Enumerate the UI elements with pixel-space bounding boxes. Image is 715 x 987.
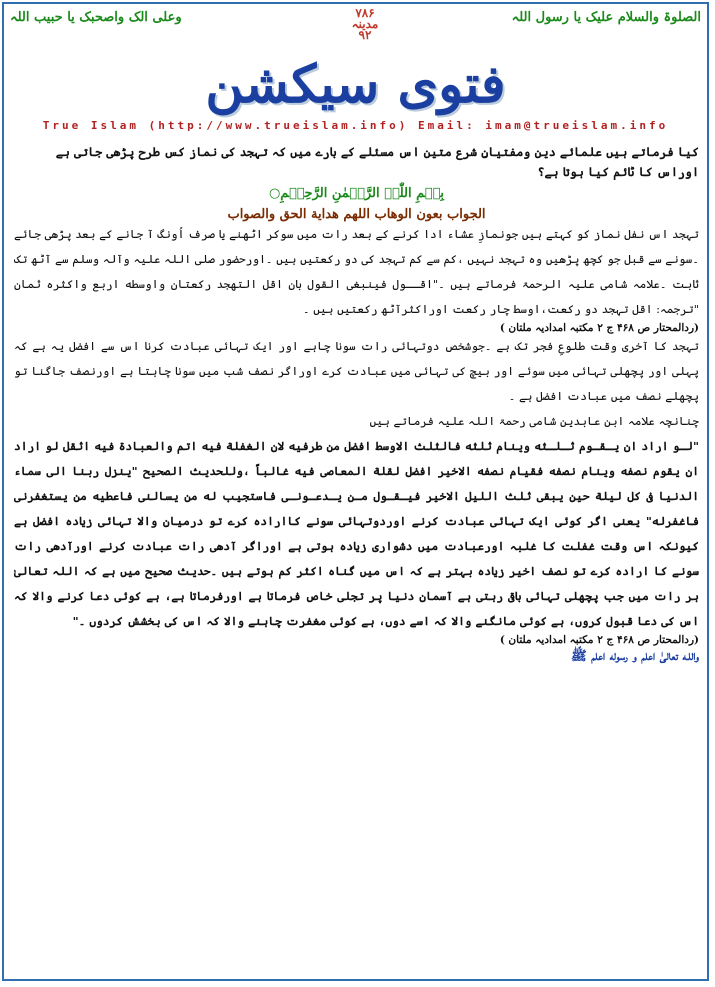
paragraph-3: "لـو اراد ان یـقـوم ثـلـثه وینام ثلثه فالثلث الاوسط افضل من طرفیه لان الغفلة فیه اتم والعبادة فیه اثقل لو اراد ان یقوم نصفه وینام نصفه فقیام نصفه الاخیر افضل لقلة المعاصی فیه غالباً ،وللحدیث الصحیح "ینزل ربنا الی سماء الدنیا فی کل لیلة حین یبقی ثلث اللیل الاخیر فیـقـول مـن یـدعـونـی فاستجیب له من یسالنی فاعطیه من یستغفرنی فاغفرله" یعنی اگر کوئی ایک تہائی عبادت کرنے اوردوتہائی سونے کاارادہ کرے تو درمیان والا تہائی زیادہ افضل ہے کیونکہ اس وقت غفلت کا غلبہ اورعبادت میں دشواری زیادہ ہوتی ہے اوراگر آدھی رات عبادت کرنے اورآدھی رات سونے کا ارادہ کرے تو نصف اخیر زیادہ بہتر ہے کہ اس میں گناہ اکثر کم ہوتے ہیں ۔حدیث صحیح میں ہے کہ اللہ تعالیٰ ہر رات میں جب پچھلی تہائی باقی رہتی ہے آسمان دنیا پر تجلی خاص فرماتا ہے اورفرماتا ہے، ہے کوئی دعا کرنے والا کہ اس کی دعا قبول کروں، ہے کوئی مانگنے والا کہ اسے دوں، ہے کوئی مغفرت چاہنے والا کہ اس کی بخشش کردوں ۔" bbox=[14, 439, 699, 628]
bismillah: بِسۡمِ اللّٰہِ الرَّحۡمٰنِ الرَّحِیۡمِ○ bbox=[268, 186, 445, 201]
page-frame bbox=[2, 2, 709, 981]
paragraph-3-intro: چنانچہ علامہ ابن عابدین شامی رحمۃ اللہ علیہ فرماتے ہیں bbox=[369, 414, 699, 428]
closing-line: واللـه تعالیٰ اعلم و رسوله اعلم ﷺ bbox=[571, 649, 699, 664]
header-salutation-left: وعلی الک واصحبک یا حبیب اللہ bbox=[10, 10, 182, 25]
header-center-line2: مدینہ bbox=[351, 17, 379, 31]
page-title: فتوی سیکشن bbox=[205, 54, 506, 115]
header-center-line1: ۷۸۶ bbox=[355, 6, 375, 20]
header bbox=[10, 6, 701, 42]
reference-2: (ردالمحتار ص ۴۶۸ ج ۲ مکتبہ امدادیہ ملتان ) bbox=[499, 634, 699, 646]
header-center-line3: ۹۲ bbox=[358, 28, 372, 42]
paragraph-2: تہجد کا آخری وقت طلوعِ فجر تک ہے ۔جوشخص دوتہائی رات سونا چاہے اور ایک تہائی عبادت کرنا اس سے افضل یہ ہے کہ پہلی اور پچھلی تہائی میں سوئے اور بیچ کی تہائی میں عبادت کرے اوراگر نصف شب میں سونا چاہتا ہے اورنصف جاگنا تو پچھلے نصف میں عبادت افضل ہے ۔ bbox=[14, 339, 699, 403]
reference-1: (ردالمحتار ص ۴۶۸ ج ۲ مکتبہ امدادیہ ملتان ) bbox=[499, 322, 699, 334]
jawab-heading: الجواب بعون الوهاب اللهم هداية الحق والصواب bbox=[227, 207, 486, 222]
header-center-number bbox=[340, 8, 390, 41]
paragraph-1: تہجد اس نفل نماز کو کہتے ہیں جونمازِ عشاء ادا کرنے کے بعد رات میں سوکر اٹھنے یا صرف اُونگ آ جانے کے بعد پڑھی جائے ۔سونے سے قبل جو کچھ پڑھیں وہ تہجد نہیں ،کم سے کم تہجد کی دو رکعتیں ہیں ۔اورحضور صلی اللہ علیہ وآلہ وسلم سے آٹھ تک ثابت ۔علامہ شامی علیہ الرحمۃ فرماتے ہیں ۔"اقــول فینبغی القول بان اقل التهجد رکعتان واوسطه اربع واكثره ثمان "ترجمہ: اقل تہجد دو رکعت،اوسط چار رکعت اوراکثرآٹھ رکعتیں ہیں ۔ bbox=[14, 227, 699, 316]
question-text: کیا فرماتے ہیں علمائے دین ومفتیانِ شرع متین اس مسئلے کے بارے میں کہ تہجد کی نماز کس طرح پڑھی جاتی ہے اوراس کا ٹائم کیا ہوتا ہے؟ bbox=[55, 145, 699, 179]
contact-line: True Islam (http://www.trueislam.info) Email: imam@trueislam.info bbox=[42, 119, 669, 132]
fatwa-body bbox=[14, 142, 699, 667]
header-salutation-right: الصلوۃ والسلام علیک یا رسول اللہ bbox=[511, 10, 701, 25]
